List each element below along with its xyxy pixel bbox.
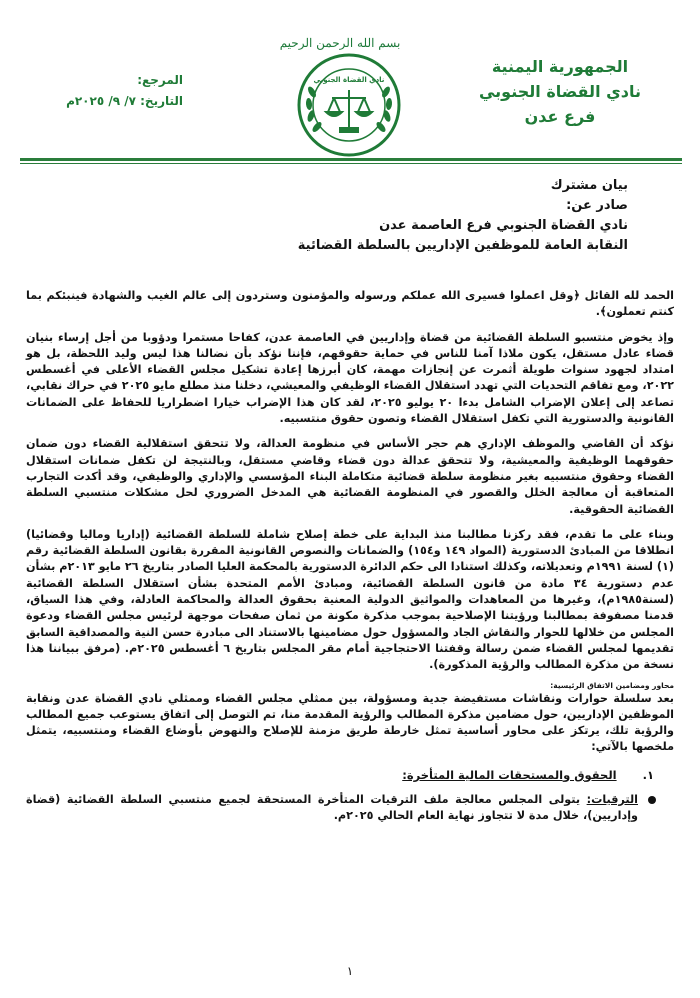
statement-title-block <box>68 176 628 256</box>
section-title-text: الحقوق والمستحقات المالية المتأخرة: <box>402 767 617 782</box>
scales-icon <box>326 90 372 132</box>
reference-block <box>48 70 183 112</box>
list-item-term: الترقيات: <box>586 792 638 806</box>
date-label: التاريخ: ٧/ ٩/ ٢٠٢٥م <box>66 94 183 108</box>
reference-label: المرجع: <box>137 73 183 87</box>
header-divider <box>20 158 682 161</box>
statement-issued-by: صادر عن: <box>566 198 628 213</box>
opening-verse: الحمد لله القائل ﴿وقل اعملوا فسيرى الله عملكم ورسوله والمؤمنون وستردون إلى عالم الغيب والشهادة فينبئكم بما كنتم تعملون﴾. <box>26 289 674 319</box>
bullet-icon <box>648 796 656 804</box>
document-body <box>26 288 674 824</box>
section-heading: محاور ومضامين الاتفاق الرئيسية: <box>550 680 674 690</box>
agreement-paragraph: بعد سلسلة حوارات ونقاشات مستفيضة جدية ومسؤولة، بين ممثلي مجلس القضاء وممثلي نادي القضاة عدن ونقابة الموظفين الإداريين، حول مضامين مذكرة المطالب والرؤية المقدمة منا، تم التوصل إلى اتفاق يستوعب جميع المطالب والرؤية تلك، يرتكز على محاور أساسية تمثل خارطة طريق مزمنة للإصلاح والنهوض بأوضاع القضاء ومنتسبيه، يتمثل ملخصها بالآتي: <box>26 691 674 754</box>
logo-ring-text: نادي القضاة الجنوبي <box>313 76 385 84</box>
organization-header <box>470 54 650 129</box>
paragraph: وإذ يخوض منتسبو السلطة القضائية من قضاة وإداريين في العاصمة عدن، كفاحا مستمرا ودؤوبا من أجل إرساء بنيان قضاء عادل مستقل، يكون ملاذا آمنا للناس في حماية حقوقهم، فإننا نؤكد بأن نضالنا هذا ليس وليد اللحظة، بل هو امتداد لجهود سنوات طويلة أثمرت عن إنجازات مهمة، كان أبرزها إعادة تشكيل مجلس القضاء الأعلى في أغسطس ٢٠٢٢، ومع تفاقم التحديات التي تهدد استقلال القضاء الوظيفي والمعيشي، دخلنا منذ مطلع مايو ٢٠٢٥ في حراك نقابي، تصاعد إلى إعلان الإضراب الشامل بدءا ٢٠ يوليو ٢٠٢٥، لقد كان هذا الإضراب خيارا اضطراريا للحفاظ على الضمانات القانونية والدستورية التي تكفل استقلال القضاء وتصون حقوق منتسبيه. <box>26 330 675 426</box>
org-line-branch: فرع عدن <box>524 107 596 126</box>
org-line-country: الجمهورية اليمنية <box>491 57 629 76</box>
statement-title: بيان مشترك <box>550 178 628 193</box>
statement-issuer-union: النقابة العامة للموظفين الإداريين بالسلطة القضائية <box>297 238 628 253</box>
list-item <box>26 792 674 825</box>
org-line-club: نادي القضاة الجنوبي <box>478 82 642 101</box>
list-item-text <box>26 792 638 825</box>
section-title <box>26 768 674 782</box>
header-divider-thin <box>20 163 682 164</box>
section-number: ١. <box>642 767 654 782</box>
paragraph: وبناء على ما تقدم، فقد ركزنا مطالبنا منذ البداية على خطة إصلاح شاملة للسلطة القضائية (إداريا وماليا وقضائيا) انطلاقا من المبادئ الدستورية (المواد ١٤٩ و١٥٤) والضمانات والنصوص القانونية المقررة بقانون السلطة القضائية رقم (١) لسنة ١٩٩١م وتعديلاته، وكذلك استنادا الى حكم الدائرة الدستورية بالمحكمة العليا الصادر بتاريخ ٢٦ مايو ٢٠١٣م بشأن عدم دستورية ٣٤ مادة من قانون السلطة القضائية، ومبادئ الأمم المتحدة بشأن استقلال السلطة القضائية (لسنة١٩٨٥م)، وغيرها من المعاهدات والمواثيق الدولية المعنية بحقوق العدالة والمحاكمة العادلة، وفي هذا السياق، قدمنا مصفوفة بمطالبنا ورؤيتنا الإصلاحية بموجب مذكرة مكونة من ثمان صفحات موجهة لرئيس مجلس القضاء ودعوة المجلس من خلالها للحوار والنقاش الجاد والمسؤول حول مضامينها بالاستناد الى مبادرة حسن النية والمصداقية السابق تقديمها لمجلس القضاء ضمن رسالة وقفتنا الاحتجاجية أمام مقر المجلس بتاريخ ٦ أغسطس ٢٠٢٥م. (مرفق ببياننا هذا نسخة من مذكرة المطالب والرؤية المذكورة). <box>26 527 675 672</box>
page-number: ١ <box>346 964 354 978</box>
paragraph: نؤكد أن القاضي والموظف الإداري هم حجر الأساس في منظومة العدالة، ولا تتحقق استقلالية القضاء دون ضمان حقوقهما الوظيفية والمعيشية، ولا تتحقق عدالة دون قضاء وقاضي مستقل، وبالنتيجة لن تكفل ضمانات استقلال القضاء وحقوق منتسبيه بغير منظومة سلطة قضائية متكاملة البناء المؤسسي والإداري والوظيفي، وقد أكدت التجارب المتعاقبة أن معالجة الخلل والقصور في المنظومة القضائية هي المدخل الضروري لحل مشكلات منتسبي السلطة القضائية الحقوقية. <box>26 437 674 516</box>
basmala: بسم الله الرحمن الرحيم <box>279 36 401 50</box>
statement-issuer-club: نادي القضاة الجنوبي فرع العاصمة عدن <box>379 218 628 233</box>
list-item-body: يتولى المجلس معالجة ملف الترقيات المتأخرة المستحقة لجميع منتسبي السلطة القضائية (قضاة وإداريين)، خلال مدة لا تتجاوز نهاية العام الحالي ٢٠٢٥م. <box>26 792 638 823</box>
club-logo <box>296 52 402 158</box>
